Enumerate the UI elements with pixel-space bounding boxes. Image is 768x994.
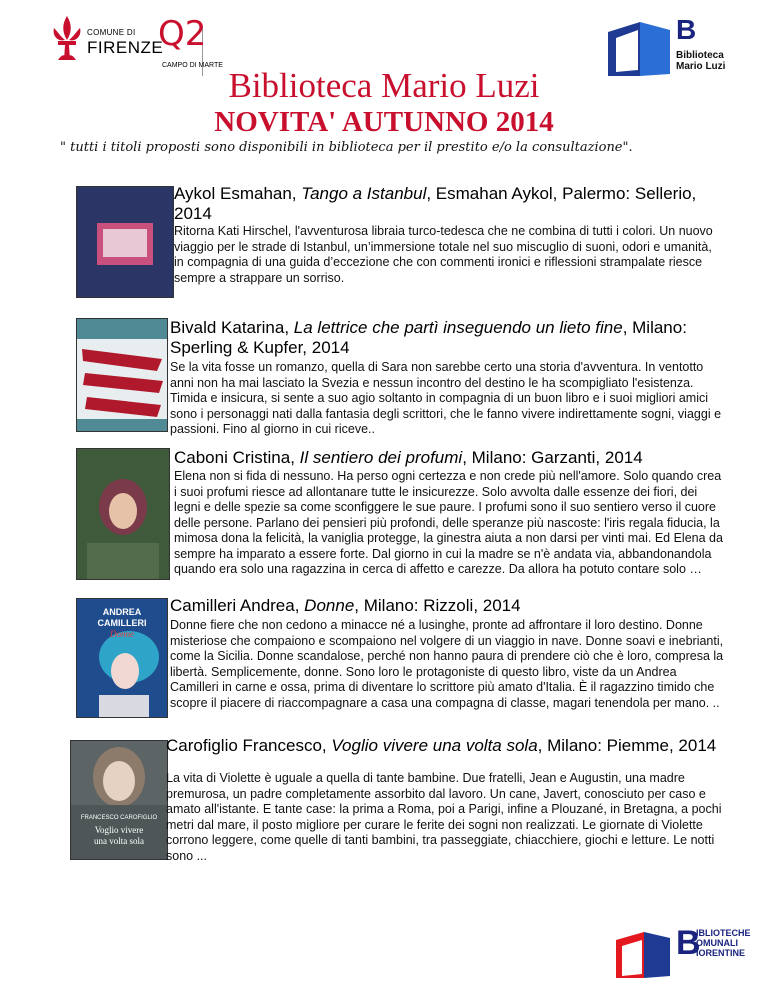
book-description: Elena non si fida di nessuno. Ha perso ogni certezza e non crede più nell'amore. Solo quando crea i suoi profumi riesce ad allontanare tutte le insicurezze. Solo avvolta dalle essenze dei fiori, dei legni e delle spezie sa come sconfiggere le sue paure. I profumi sono il suo sentiero verso il cuore delle persone. Parlano dei pensieri più profondi, delle speranze più nascoste: l'iris regala fiducia, la mimosa dona la felicità, la vaniglia protegge, la ginestra aiuta a non darsi per vinti mai. Ed Elena da sempre ha imparato a essere forte. Dal giorno in cui la madre se n'è andata via, abbandonandola quando era solo una ragazzina in cerca di affetto e carezze. Da allora ha potuto contare solo … <box>174 469 723 576</box>
book-description: Ritorna Kati Hirschel, l'avventurosa libraia turco-tedesca che ne combina di tutti i colori. Un nuovo viaggio per le strade di Istanbul, un’immersione totale nel suo miscuglio di suoni, odori e umanità, in compagnia di una guida d’eccezione che con commenti ironici e riflessioni strampalate riesce sempre a strappare un sorriso. <box>174 224 713 285</box>
book-author: Aykol Esmahan, <box>174 184 302 203</box>
book-heading <box>174 184 734 224</box>
book-heading <box>166 736 726 756</box>
book-description: Se la vita fosse un romanzo, quella di Sara non sarebbe certo una storia d'avventura. In ventotto anni non ha mai lasciato la Svezia e nessun incontro del destino le ha scompigliato l'esistenza. Timida e insicura, si sente a suo agio soltanto in compagnia di un buon libro e i suoi migliori amici sono i personaggi nati dalla fantasia degli scrittori, che le fanno vivere indirettamente sogni, viaggi e passioni. Fino al giorno in cui riceve.. <box>170 360 722 436</box>
q2-label: Q2 <box>158 14 207 54</box>
q2-sub-label: CAMPO DI MARTE <box>162 62 223 69</box>
comune-firenze-logo <box>50 14 164 72</box>
book-publication: , Esmahan Aykol, Palermo: Sellerio, 2014 <box>174 184 697 223</box>
bml-name: Biblioteca Mario Luzi <box>676 50 726 72</box>
cover-title-text: Voglio vivere <box>94 825 144 835</box>
intro-open-quote: " <box>60 140 71 155</box>
bcf-letter: B <box>676 924 701 962</box>
book-author: Caboni Cristina, <box>174 448 300 467</box>
cover-illustration <box>71 741 167 859</box>
cover-illustration <box>77 319 167 431</box>
book-title: La lettrice che partì inseguendo un lieto fine <box>293 318 623 337</box>
book-description: Donne fiere che non cedono a minacce né a lusinghe, pronte ad affrontare il loro destino. Donne misteriose che compaiono e scompaiono nel volgere di un viaggio in nave. Donne soavi e inebrianti, come la Sicilia. Donne scandalose, perché non hanno paura di prendere ciò che è loro, compresa la libertà. Semplicemente, donne. Sono loro le protagoniste di questo libro, viste da un Andrea Camilleri in carne e ossa, prima di diventare lo scrittore più amato d'Italia. È il ragazzino timido che scopre il piacere di riaccompagnare a casa una compagna di classe, magari tenendola per mano. .. <box>170 618 724 710</box>
cover-title-text: una volta sola <box>94 836 144 846</box>
cover-illustration <box>77 599 167 717</box>
book-description: La vita di Violette è uguale a quella di tante bambine. Due fratelli, Jean e Augustin, una madre premurosa, un padre completamente assorbito dal lavoro. Un cane, Javert, conosciuto per caso e amato all'istante. E tante case: la prima a Roma, poi a Parigi, infine a Plouzané, in Bretagna, a pochi metri dal mare, il posto migliore per curare le ferite dei sogni non realizzati. Le giornate di Violette corrono leggere, come quelle di tanti bambini, tra passeggiate, chiacchiere, giochi e letture. Le notti sono ... <box>166 771 722 863</box>
book-title: Voglio vivere una volta sola <box>331 736 538 755</box>
biblioteche-comunali-fiorentine-logo <box>612 924 751 982</box>
fleur-de-lis-icon <box>50 14 84 64</box>
intro-text: tutti i titoli proposti sono disponibili in biblioteca per il prestito e/o la consultazione <box>70 140 623 155</box>
bcf-name: IBLIOTECHE OMUNALI IORENTINE <box>696 928 751 958</box>
book-cover <box>76 186 174 298</box>
book-publication: , Milano: Sperling & Kupfer, 2014 <box>170 318 687 357</box>
page-title: Biblioteca Mario Luzi <box>228 66 540 105</box>
book-author: Carofiglio Francesco, <box>166 736 332 755</box>
book-author: Bivald Katarina, <box>170 318 294 337</box>
book-cover <box>76 448 170 580</box>
page-subtitle: NOVITA' AUTUNNO 2014 <box>214 106 554 138</box>
intro-close-quote: ". <box>622 140 633 155</box>
book-logo-icon <box>612 928 674 982</box>
book-title: Donne <box>304 596 355 615</box>
intro-note <box>60 140 760 155</box>
cover-author-text: CAMILLERI <box>97 618 147 628</box>
book-heading <box>170 318 730 358</box>
book-heading <box>174 448 734 468</box>
book-publication: , Milano: Garzanti, 2014 <box>462 448 643 467</box>
cover-author-text: FRANCESCO CAROFIGLIO <box>80 815 158 821</box>
book-title: Il sentiero dei profumi <box>299 448 463 467</box>
book-author: Camilleri Andrea, <box>170 596 305 615</box>
firenze-label: FIRENZE <box>87 38 164 57</box>
book-title: Tango a Istanbul <box>301 184 427 203</box>
cover-illustration <box>77 187 173 297</box>
book-publication: , Milano: Rizzoli, 2014 <box>354 596 521 615</box>
cover-illustration <box>77 449 169 579</box>
q2-logo <box>158 14 223 74</box>
book-cover <box>76 318 168 432</box>
bml-letter: B <box>676 14 697 45</box>
cover-author-text: ANDREA <box>102 607 142 617</box>
book-cover <box>76 598 168 718</box>
book-heading <box>170 596 730 616</box>
book-publication: , Milano: Piemme, 2014 <box>537 736 717 755</box>
comune-di-label: COMUNE DI <box>87 28 136 37</box>
cover-title-text: Donne <box>110 629 134 639</box>
book-cover <box>70 740 168 860</box>
